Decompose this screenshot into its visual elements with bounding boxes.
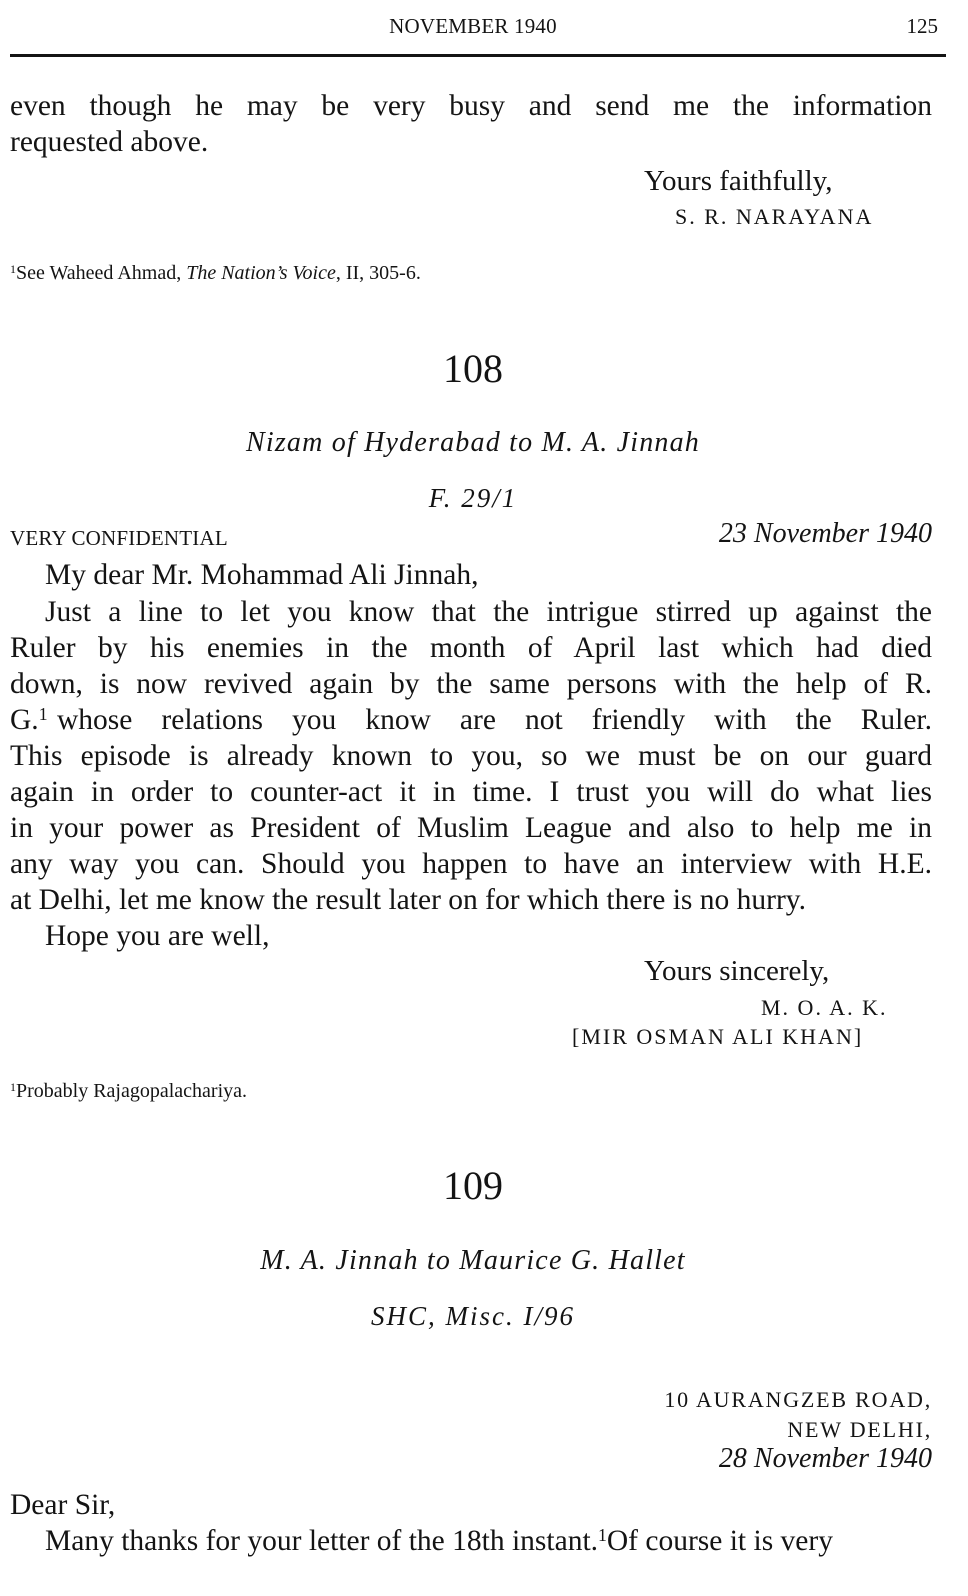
body-line-109 [45,1523,932,1559]
footnote-text-end: , II, 305-6. [335,262,421,284]
footnote-rajagopalachariya [10,1080,247,1103]
document-number-109: 109 [443,1163,503,1208]
body-line: down, is now revived again by the same persons with the help of R. [10,668,932,700]
body-line: in your power as President of Muslim League and also to help me in [10,812,932,844]
document-reference-108: F. 29/1 [428,483,518,513]
address-line-1: 10 AURANGZEB ROAD, [664,1387,932,1412]
closing-line-108: Hope you are well, [45,920,270,952]
document-reference-109: SHC, Misc. I/96 [371,1301,575,1331]
document-number-108: 108 [443,346,503,391]
body-line: again in order to counter-act it in time. I trust you will do what lies [10,776,932,808]
document-title-109: M. A. Jinnah to Maurice G. Hallet [260,1245,686,1276]
signoff-sincerely: Yours sincerely, [644,955,830,987]
letter-date-108: 23 November 1940 [718,518,932,549]
body-line: Just a line to let you know that the intrigue stirred up against the [45,596,932,628]
footnote-marker: 1 [10,262,16,276]
letter-date-109: 28 November 1940 [718,1443,932,1474]
signer-full-name: [MIR OSMAN ALI KHAN] [572,1024,864,1049]
body-line-with-footnote [10,702,932,738]
address-line-2: NEW DELHI, [787,1417,932,1442]
body-line: any way you can. Should you happen to have an interview with H.E. [10,848,932,880]
header-rule [10,54,946,57]
continued-line-2: requested above. [10,126,209,158]
body-line: whose relations you know are not friendly with the Ruler. [57,704,932,736]
continued-line-1: even though he may be very busy and send me the information [10,90,932,122]
body-line-prefix: G. [10,704,39,736]
body-text: Many thanks for your letter of the 18th instant. [45,1525,599,1557]
signer-initials: M. O. A. K. [761,995,888,1020]
body-text-end: Of course it is very [606,1525,833,1557]
body-line: Ruler by his enemies in the month of April last which had died [10,632,932,664]
classification-label: VERY CONFIDENTIAL [10,526,228,550]
footnote-book-title: The Nation’s Voice [186,262,336,284]
footnote-text: Probably Rajagopalachariya. [16,1080,248,1102]
footnote-marker: 1 [598,1525,607,1546]
footnote-marker: 1 [10,1080,16,1094]
footnote-marker: 1 [38,704,48,725]
footnote-text: See Waheed Ahmad, [16,262,187,284]
salutation-109: Dear Sir, [10,1489,116,1521]
body-line: This episode is already known to you, so we must be on our guard [10,740,932,772]
footnote-waheed-ahmad [10,262,421,285]
document-title-108: Nizam of Hyderabad to M. A. Jinnah [245,427,701,458]
running-title: NOVEMBER 1940 [389,14,557,38]
body-line: at Delhi, let me know the result later on for which there is no hurry. [10,884,806,916]
salutation-108: My dear Mr. Mohammad Ali Jinnah, [45,559,479,591]
signer-narayana: S. R. NARAYANA [675,204,874,229]
page-number: 125 [906,14,938,38]
closing-faithfully: Yours faithfully, [644,165,833,197]
